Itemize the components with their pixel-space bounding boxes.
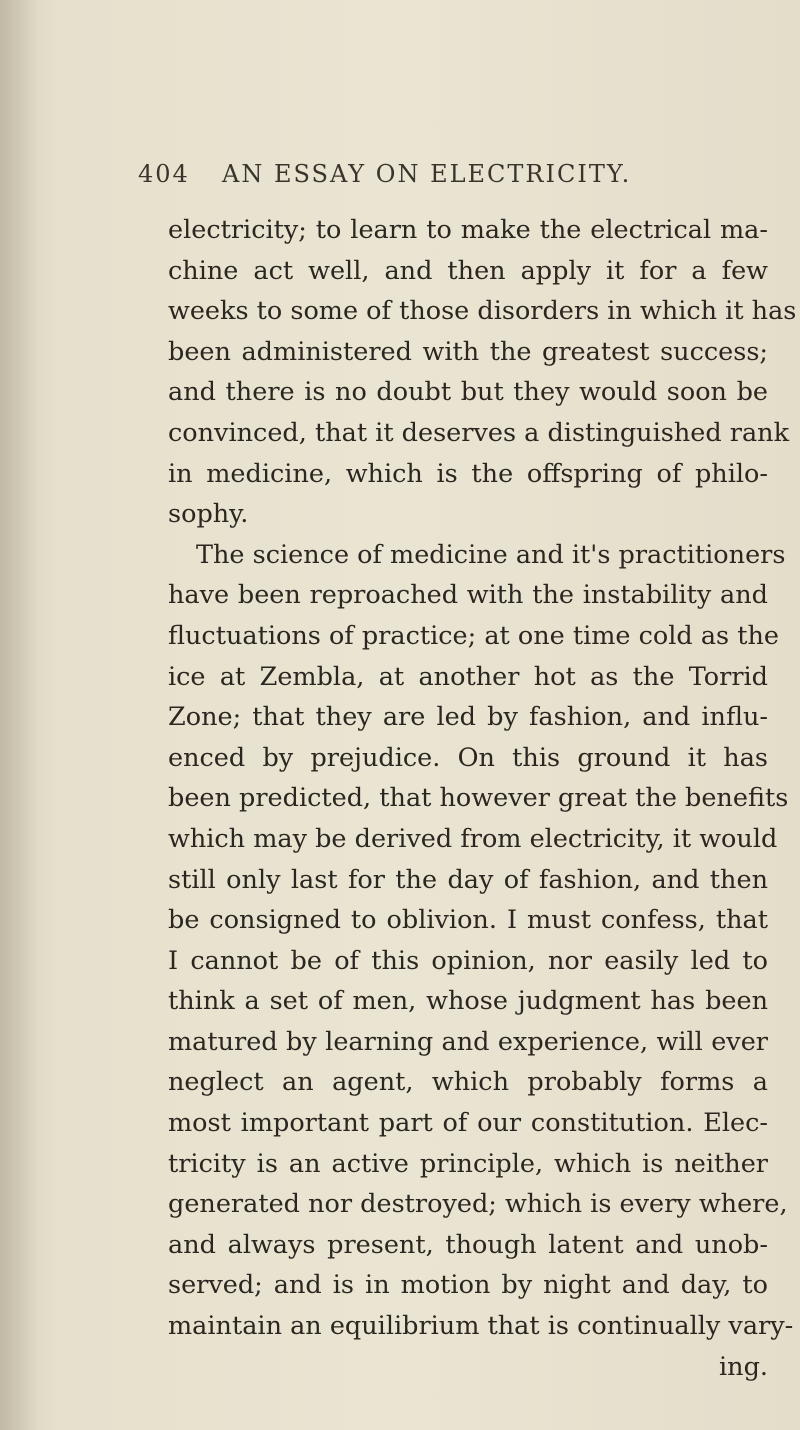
page-number: 404 — [138, 160, 190, 188]
text-line: and always present, though latent and unob- — [168, 1229, 768, 1260]
text-line: ing. — [718, 1351, 768, 1382]
text-line: matured by learning and experience, will ever — [168, 1026, 768, 1057]
text-line: think a set of men, whose judgment has been — [168, 986, 768, 1017]
text-line: ice at Zembla, at another hot as the Torrid — [168, 661, 768, 692]
text-line: tricity is an active principle, which is neither — [168, 1148, 768, 1179]
body-text — [168, 210, 797, 1387]
text-line: in medicine, which is the offspring of philo- — [168, 458, 768, 489]
running-title: AN ESSAY ON ELECTRICITY. — [222, 160, 632, 188]
text-line: convinced, that it deserves a distinguished rank — [168, 417, 790, 448]
text-line: been predicted, that however great the benefits — [168, 783, 789, 814]
text-line: which may be derived from electricity, it would — [168, 823, 778, 854]
text-line: have been reproached with the instability and — [168, 580, 768, 611]
text-line: be consigned to oblivion. I must confess, that — [168, 905, 768, 936]
text-line: served; and is in motion by night and day, to — [168, 1270, 768, 1301]
text-line: neglect an agent, which probably forms a — [168, 1067, 768, 1098]
text-line: still only last for the day of fashion, and then — [168, 864, 768, 895]
text-line: been administered with the greatest success; — [168, 336, 768, 367]
text-line: The science of medicine and it's practitioners — [196, 539, 786, 570]
text-line: I cannot be of this opinion, nor easily led to — [168, 945, 768, 976]
text-line: weeks to some of those disorders in which it has — [168, 296, 797, 327]
text-line: Zone; that they are led by fashion, and influ- — [168, 702, 768, 733]
text-line: generated nor destroyed; which is every where, — [168, 1189, 788, 1220]
text-line: and there is no doubt but they would soon be — [168, 377, 768, 408]
text-line: fluctuations of practice; at one time cold as the — [168, 620, 780, 651]
text-line: sophy. — [168, 499, 249, 530]
text-line: maintain an equilibrium that is continually vary- — [168, 1311, 794, 1342]
text-line: most important part of our constitution. Elec- — [168, 1108, 768, 1139]
text-line: chine act well, and then apply it for a few — [168, 255, 768, 286]
gutter-shadow — [0, 0, 40, 1430]
text-line: electricity; to learn to make the electrical ma- — [168, 215, 768, 245]
page-header — [138, 160, 758, 196]
text-line: enced by prejudice. On this ground it has — [168, 742, 768, 773]
